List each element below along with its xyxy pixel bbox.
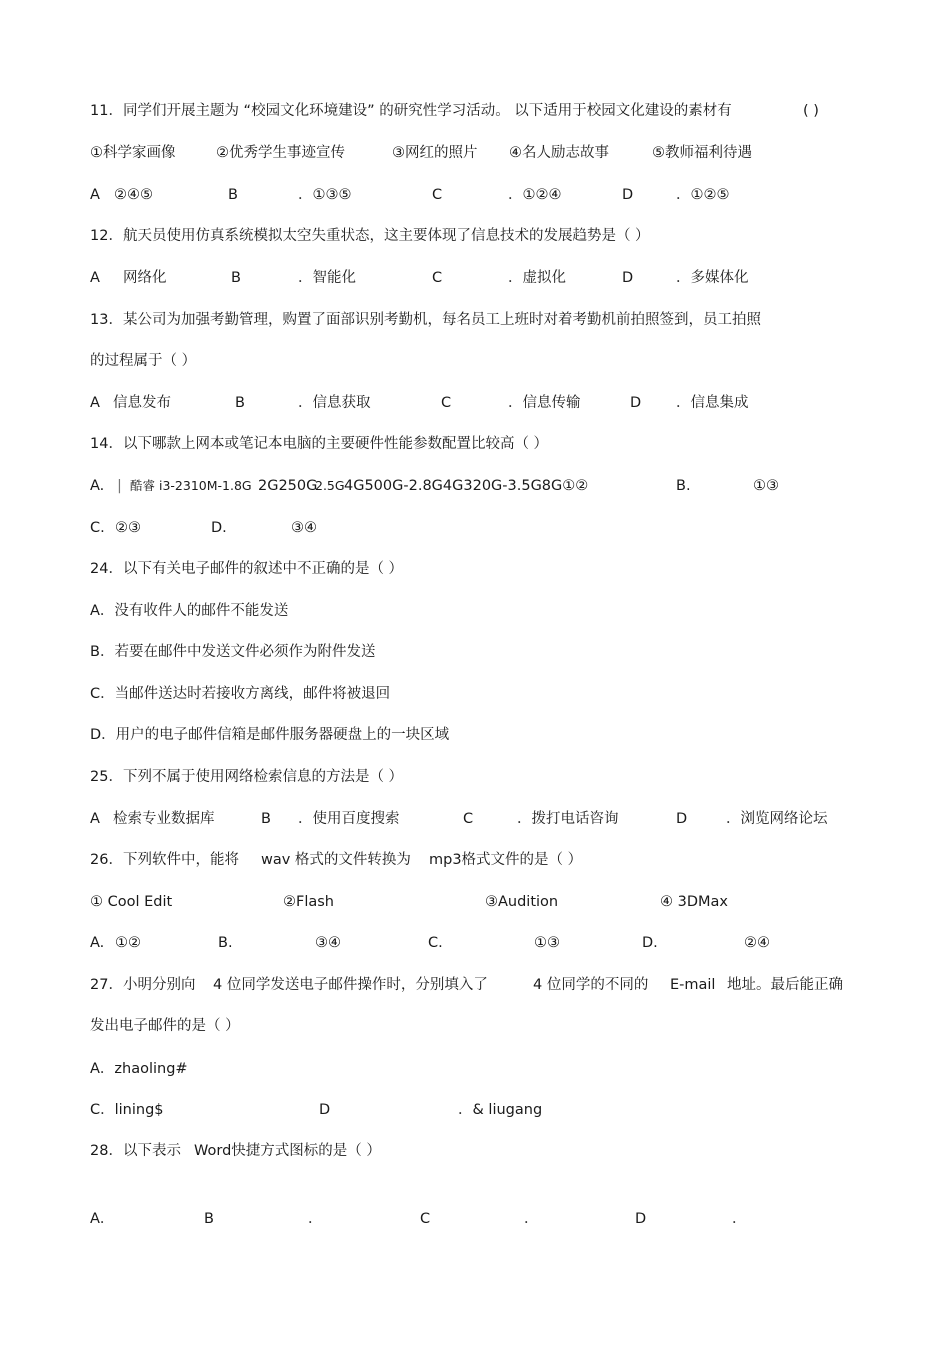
q28-option-d-text: ． bbox=[732, 1211, 747, 1227]
q11-answer-paren: ( ) bbox=[803, 103, 819, 119]
q13-option-d-letter: D bbox=[630, 395, 642, 411]
q13-option-d-text: ．信息集成 bbox=[676, 395, 749, 411]
q27-stem-text-2: 发出电子邮件的是（ ） bbox=[90, 1018, 240, 1034]
q26-option-c-text: ①③ bbox=[534, 935, 560, 951]
q13-stem-text-2: 的过程属于（ ） bbox=[90, 353, 197, 369]
q28-option-c-text: ． bbox=[524, 1211, 539, 1227]
q25-option-d-letter: D bbox=[676, 811, 688, 827]
q12-option-a-text: 网络化 bbox=[123, 270, 167, 286]
q13-option-a-text: 信息发布 bbox=[113, 395, 171, 411]
q27-option-d-letter: D bbox=[319, 1102, 331, 1118]
q14-stem-text: 14．以下哪款上网本或笔记本电脑的主要硬件性能参数配置比较高（ ） bbox=[90, 436, 549, 452]
q26-option-a-letter: A. bbox=[90, 935, 105, 951]
q27-stem-part-3: 4 位同学的不同的 bbox=[533, 977, 649, 993]
q12-option-b-text: ．智能化 bbox=[298, 270, 356, 286]
q14-config-2: 2.5G bbox=[315, 478, 345, 493]
q28-stem-part-2: Word快捷方式图标的是（ ） bbox=[194, 1143, 381, 1159]
q25-option-c-letter: C bbox=[463, 811, 474, 827]
q11-option-c-letter: C bbox=[432, 187, 443, 203]
q28-option-d-letter: D bbox=[635, 1211, 647, 1227]
q26-item-3: ③Audition bbox=[485, 894, 559, 910]
q26-option-c-letter: C. bbox=[428, 935, 443, 951]
q27-stem-part-5: 地址。最后能正确 bbox=[727, 977, 843, 993]
q14-config-3: 4G500G-2.8G4G320G-3.5G8G①② bbox=[344, 478, 589, 494]
q14-option-a-letter: A. bbox=[90, 478, 105, 494]
q27-option-d-text: ．& liugang bbox=[458, 1102, 543, 1118]
q11-option-a-text: ②④⑤ bbox=[114, 187, 153, 203]
q12-option-d-text: ．多媒体化 bbox=[676, 270, 749, 286]
q12-stem-text: 12．航天员使用仿真系统模拟太空失重状态，这主要体现了信息技术的发展趋势是（ ） bbox=[90, 228, 650, 244]
q28-option-b-letter: B bbox=[204, 1211, 214, 1227]
q11-option-d-text: ．①②⑤ bbox=[676, 187, 730, 203]
q11-item-2: ②优秀学生事迹宣传 bbox=[216, 145, 345, 161]
q12-option-c-text: ．虚拟化 bbox=[508, 270, 566, 286]
q26-stem-part-1: 26．下列软件中，能将 bbox=[90, 852, 239, 868]
q12-option-a-letter: A bbox=[90, 270, 100, 286]
q28-option-a-letter: A． bbox=[90, 1211, 115, 1227]
q13-option-b-text: ．信息获取 bbox=[298, 395, 371, 411]
q13-stem-text-1: 13．某公司为加强考勤管理，购置了面部识别考勤机，每名员工上班时对着考勤机前拍照签到，员工拍照 bbox=[90, 312, 761, 328]
q11-option-d-letter: D bbox=[622, 187, 634, 203]
q28-stem-part-1: 28．以下表示 bbox=[90, 1143, 181, 1159]
q25-option-d-text: ．浏览网络论坛 bbox=[726, 811, 828, 827]
q24-option-a-text: A．没有收件人的邮件不能发送 bbox=[90, 603, 289, 619]
q26-option-b-letter: B. bbox=[218, 935, 233, 951]
q11-item-1: ①科学家画像 bbox=[90, 145, 176, 161]
q26-item-2: ②Flash bbox=[283, 894, 334, 910]
q13-option-c-text: ．信息传输 bbox=[508, 395, 581, 411]
q25-option-a-letter: A bbox=[90, 811, 100, 827]
q12-option-b-letter: B bbox=[231, 270, 241, 286]
q14-option-d-letter: D. bbox=[211, 520, 227, 536]
q24-option-c-text: C．当邮件送达时若接收方离线，邮件将被退回 bbox=[90, 686, 391, 702]
q12-option-d-letter: D bbox=[622, 270, 634, 286]
q27-option-c-text: C．lining$ bbox=[90, 1102, 164, 1118]
q27-option-a-text: A．zhaoling# bbox=[90, 1061, 188, 1077]
q12-option-c-letter: C bbox=[432, 270, 443, 286]
q11-option-b-text: ．①③⑤ bbox=[298, 187, 352, 203]
q24-option-b-text: B．若要在邮件中发送文件必须作为附件发送 bbox=[90, 644, 376, 660]
q25-option-b-letter: B bbox=[261, 811, 271, 827]
q11-stem-text: 11．同学们开展主题为 “校园文化环境建设” 的研究性学习活动。 以下适用于校园文化建设的素材有 bbox=[90, 103, 732, 119]
q14-divider-bar: | bbox=[117, 478, 122, 494]
q26-option-d-text: ②④ bbox=[744, 935, 770, 951]
q28-option-b-text: ． bbox=[308, 1211, 323, 1227]
q26-stem-part-2: wav 格式的文件转换为 bbox=[261, 852, 411, 868]
q27-stem-part-1: 27．小明分别向 bbox=[90, 977, 196, 993]
q14-cpu-text: 酷睿 i3-2310M-1.8G bbox=[130, 478, 252, 493]
q13-option-c-letter: C bbox=[441, 395, 452, 411]
q13-option-b-letter: B bbox=[235, 395, 245, 411]
q26-option-b-text: ③④ bbox=[315, 935, 341, 951]
q11-option-a-letter: A bbox=[90, 187, 100, 203]
q11-item-5: ⑤教师福利待遇 bbox=[652, 145, 752, 161]
q11-option-b-letter: B bbox=[228, 187, 238, 203]
q24-stem-text: 24．以下有关电子邮件的叙述中不正确的是（ ） bbox=[90, 561, 404, 577]
q14-option-d-text: ③④ bbox=[291, 520, 317, 536]
q14-option-c-text: ②③ bbox=[115, 520, 141, 536]
q26-option-a-text: ①② bbox=[115, 935, 141, 951]
q11-option-c-text: ．①②④ bbox=[508, 187, 562, 203]
q14-option-c-letter: C. bbox=[90, 520, 105, 536]
q25-option-b-text: ．使用百度搜索 bbox=[298, 811, 400, 827]
q14-option-b-letter: B. bbox=[676, 478, 691, 494]
q24-option-d-text: D．用户的电子邮件信箱是邮件服务器硬盘上的一块区域 bbox=[90, 727, 450, 743]
q11-item-3: ③网红的照片 bbox=[392, 145, 478, 161]
q11-item-4: ④名人励志故事 bbox=[509, 145, 609, 161]
q14-config-1: 2G250G bbox=[258, 478, 318, 494]
q26-item-4: ④ 3DMax bbox=[660, 894, 728, 910]
q25-stem-text: 25．下列不属于使用网络检索信息的方法是（ ） bbox=[90, 769, 404, 785]
q13-option-a-letter: A bbox=[90, 395, 100, 411]
q25-option-a-text: 检索专业数据库 bbox=[113, 811, 215, 827]
q25-option-c-text: ．拨打电话咨询 bbox=[517, 811, 619, 827]
q26-stem-part-3: mp3格式文件的是（ ） bbox=[429, 852, 583, 868]
q27-stem-part-2: 4 位同学发送电子邮件操作时，分别填入了 bbox=[213, 977, 488, 993]
q27-stem-part-4: E-mail bbox=[670, 977, 716, 993]
q26-item-1: ① Cool Edit bbox=[90, 894, 173, 910]
q28-option-c-letter: C bbox=[420, 1211, 431, 1227]
q26-option-d-letter: D. bbox=[642, 935, 658, 951]
q14-option-b-text: ①③ bbox=[753, 478, 779, 494]
